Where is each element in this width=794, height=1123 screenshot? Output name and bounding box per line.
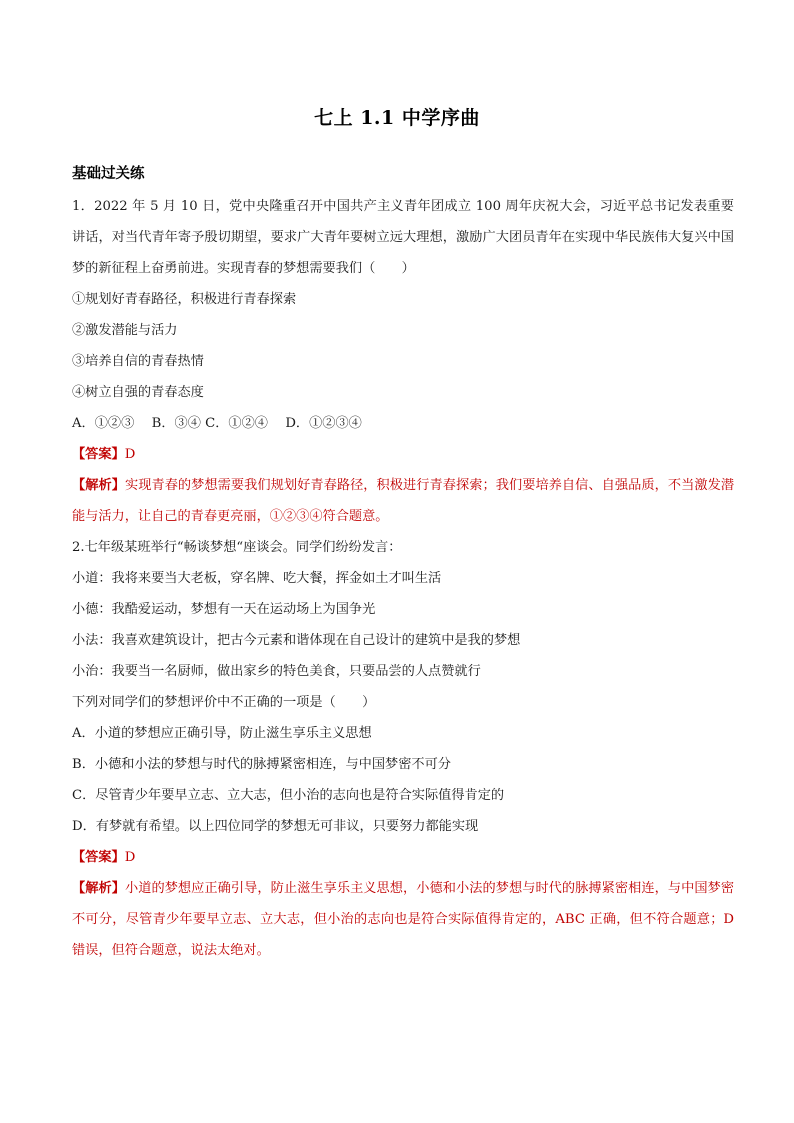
- question-1-answer: [72, 439, 734, 470]
- analysis-text: 实现青春的梦想需要我们规划好青春路径，积极进行青春探索；我们要培养自信、自强品质，不当激发潜能与活力，让自己的青春更亮丽，①②③④符合题意。: [72, 478, 735, 524]
- question-2-speech-2: 小德：我酷爱运动，梦想有一天在运动场上为国争光: [72, 602, 376, 617]
- section-heading: 基础过关练: [72, 165, 145, 182]
- question-2-option-c: C．尽管青少年要早立志、立大志，但小治的志向也是符合实际值得肯定的: [72, 788, 505, 803]
- question-2-option-b: B．小德和小法的梦想与时代的脉搏紧密相连，与中国梦密不可分: [72, 757, 451, 772]
- answer-value: D: [124, 850, 136, 865]
- question-1-item-1: ①规划好青春路径，积极进行青春探索: [72, 292, 297, 307]
- question-2-speech-1: 小道：我将来要当大老板，穿名牌、吃大餐，挥金如土才叫生活: [72, 571, 442, 586]
- question-1-item-3: ③培养自信的青春热情: [72, 354, 204, 369]
- question-2-analysis: [72, 873, 734, 966]
- question-2-answer: [72, 842, 734, 873]
- question-2-speech-4: 小治：我要当一名厨师，做出家乡的特色美食，只要品尝的人点赞就行: [72, 664, 481, 679]
- document-content: [72, 161, 734, 966]
- document-title: 七上 1.1 中学序曲: [314, 107, 480, 129]
- question-1-item-4: ④树立自强的青春态度: [72, 385, 204, 400]
- question-2-speech-3: 小法：我喜欢建筑设计，把古今元素和谐体现在自己设计的建筑中是我的梦想: [72, 633, 521, 648]
- analysis-label: 【解析】: [72, 478, 125, 493]
- analysis-text: 小道的梦想应正确引导，防止滋生享乐主义思想，小德和小法的梦想与时代的脉搏紧密相连，与中国梦密不可分，尽管青少年要早立志、立大志，但小治的志向也是符合实际值得肯定的，ABC 正确，但不符合题意；D 错误，但符合题意，说法太绝对。: [72, 881, 735, 958]
- question-1-options: A．①②③ B．③④ C．①②④ D．①②③④: [72, 416, 362, 431]
- question-1-item-2: ②激发潜能与活力: [72, 323, 178, 338]
- question-1-analysis: [72, 470, 734, 532]
- question-2-option-d: D．有梦就有希望。以上四位同学的梦想无可非议，只要努力都能实现: [72, 819, 479, 834]
- analysis-label: 【解析】: [72, 881, 125, 896]
- question-1-stem: 1．2022 年 5 月 10 日，党中央隆重召开中国共产主义青年团成立 100 周年庆祝大会，习近平总书记发表重要讲话，对当代青年寄予殷切期望，要求广大青年要树立远大理想，激励广大团员青年在实现中华民族伟大复兴中国梦的新征程上奋勇前进。实现青春的梦想需要我们（ ）: [72, 199, 734, 276]
- question-2-option-a: A．小道的梦想应正确引导，防止滋生享乐主义思想: [72, 726, 372, 741]
- answer-label: 【答案】: [72, 447, 125, 462]
- question-2-question: 下列对同学们的梦想评价中不正确的一项是（ ）: [72, 695, 376, 710]
- answer-label: 【答案】: [72, 850, 125, 865]
- answer-value: D: [124, 447, 136, 462]
- question-2-stem: 2.七年级某班举行“畅谈梦想“座谈会。同学们纷纷发言：: [72, 540, 402, 555]
